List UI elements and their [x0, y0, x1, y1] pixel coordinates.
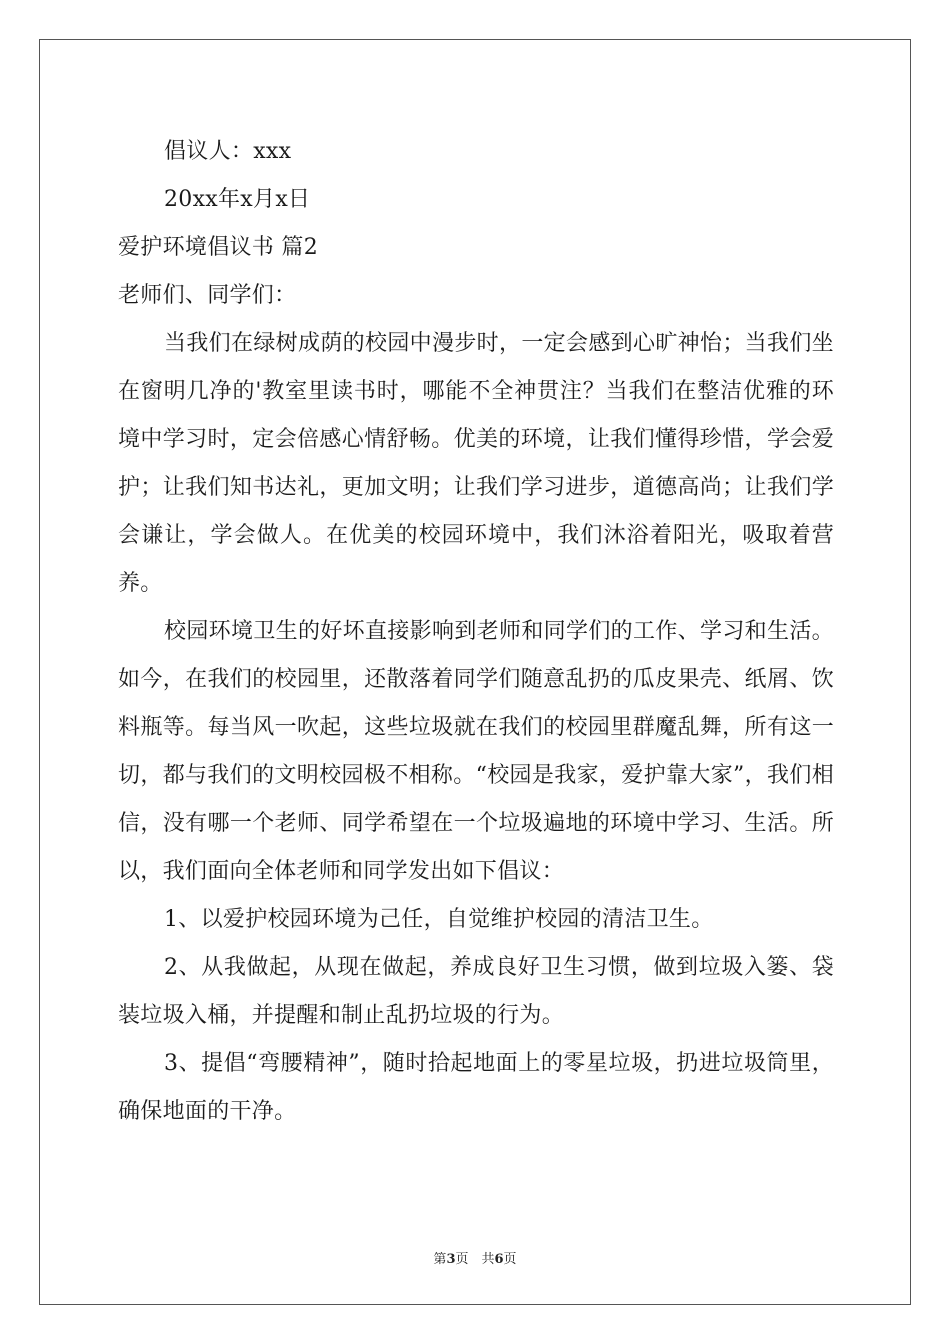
date-line: 20xx年x月x日 — [164, 187, 311, 212]
proposal-item-2: 2、从我做起，从现在做起，养成良好卫生习惯，做到垃圾入篓、袋装垃圾入桶，并提醒和制止乱扔垃圾的行为。 — [118, 955, 834, 1028]
page-number-footer — [0, 1248, 950, 1267]
proposal-item-1: 1、以爱护校园环境为己任，自觉维护校园的清洁卫生。 — [164, 907, 714, 932]
paragraph-2: 校园环境卫生的好坏直接影响到老师和同学们的工作、学习和生活。如今，在我们的校园里，还散落着同学们随意乱扔的瓜皮果壳、纸屑、饮料瓶等。每当风一吹起，这些垃圾就在我们的校园里群魔乱舞，所有这一切，都与我们的文明校园极不相称。“校园是我家，爱护靠大家”，我们相信，没有哪一个老师、同学希望在一个垃圾遍地的环境中学习、生活。所以，我们面向全体老师和同学发出如下倡议： — [118, 619, 834, 884]
page-mid: 页 共 — [455, 1252, 495, 1267]
page-suffix: 页 — [503, 1252, 517, 1267]
greeting: 老师们、同学们： — [118, 283, 297, 308]
document-body — [118, 128, 834, 1136]
document-title: 爱护环境倡议书 篇2 — [118, 235, 318, 260]
page-total: 6 — [494, 1252, 504, 1267]
paragraph-1: 当我们在绿树成荫的校园中漫步时，一定会感到心旷神怡；当我们坐在窗明几净的'教室里读书时，哪能不全神贯注？当我们在整洁优雅的环境中学习时，定会倍感心情舒畅。优美的环境，让我们懂得珍惜，学会爱护；让我们知书达礼，更加文明；让我们学习进步，道德高尚；让我们学会谦让，学会做人。在优美的校园环境中，我们沐浴着阳光，吸取着营养。 — [118, 331, 834, 596]
proposer-line: 倡议人：xxx — [164, 139, 292, 164]
page-current: 3 — [446, 1252, 456, 1267]
page-prefix: 第 — [433, 1252, 447, 1267]
proposal-item-3: 3、提倡“弯腰精神”，随时拾起地面上的零星垃圾，扔进垃圾筒里，确保地面的干净。 — [118, 1051, 834, 1124]
